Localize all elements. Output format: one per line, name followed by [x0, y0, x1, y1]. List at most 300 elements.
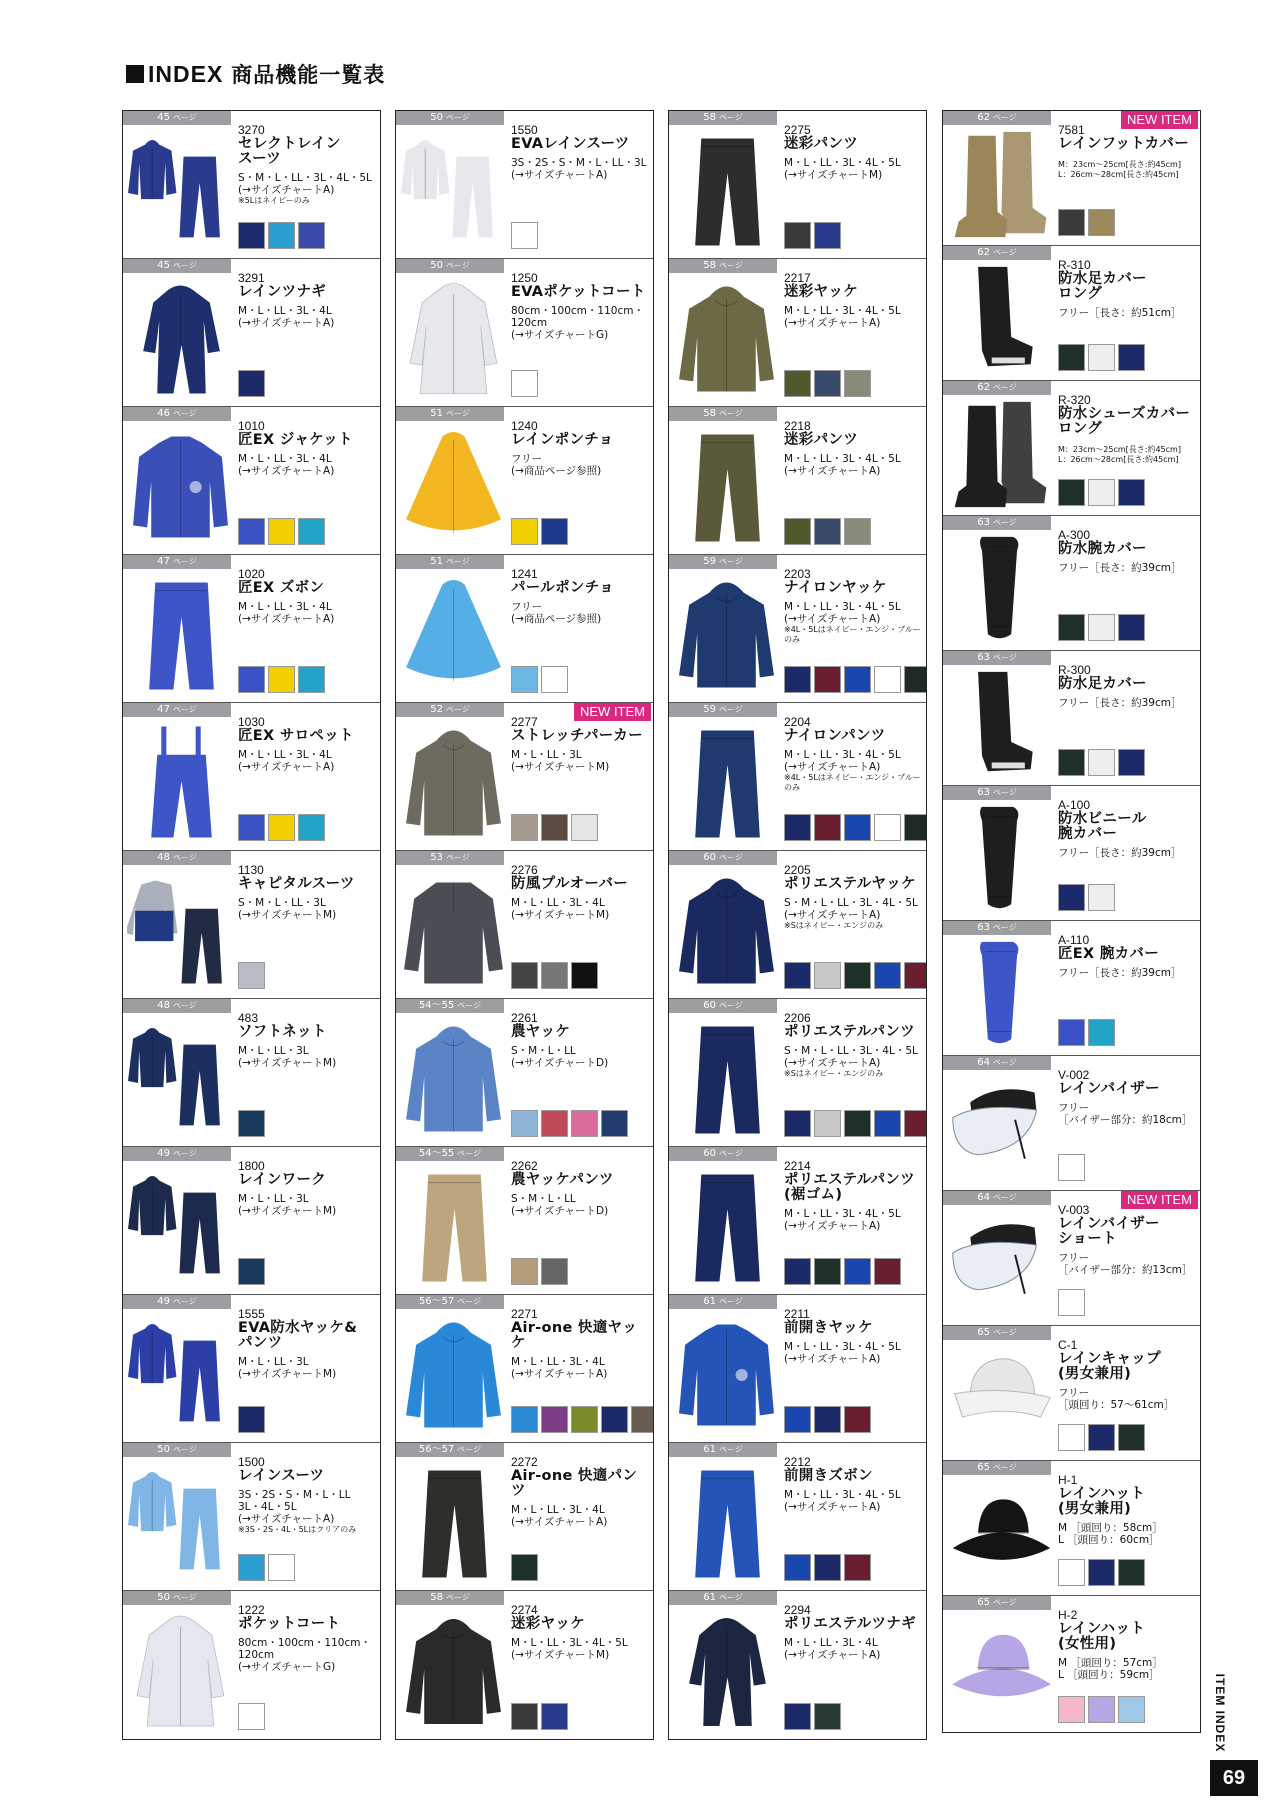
boot-cover-icon — [947, 398, 1054, 511]
page-ref-badge — [669, 1591, 777, 1605]
size-info: M・L・LL・3L・4L (→サイズチャートM) — [511, 897, 610, 921]
raincoat-suit-icon — [127, 128, 234, 254]
color-swatch — [511, 370, 538, 397]
product-card[interactable] — [123, 1591, 380, 1739]
page-ref: 56～57 — [418, 1444, 455, 1455]
raincoat-suit-icon — [127, 1460, 234, 1586]
page-ref-suffix: ページ — [992, 113, 1017, 122]
color-swatches — [784, 666, 926, 693]
arm-cover-icon — [947, 938, 1054, 1051]
product-card[interactable] — [943, 1461, 1200, 1596]
size-note: M：23cm～25cm[長さ:約45cm] L：26cm～28cm[長さ:約45cm] — [1058, 160, 1181, 179]
product-card[interactable] — [396, 1147, 653, 1295]
color-swatch — [1058, 1424, 1085, 1451]
size-info: M・L・LL・3L・4L・5L (→サイズチャートM) — [784, 157, 901, 181]
page-ref-badge — [396, 259, 504, 273]
pants-icon — [673, 1016, 780, 1142]
product-code: 2275 — [784, 123, 811, 137]
color-swatch — [844, 962, 871, 989]
page-ref-suffix: ページ — [457, 1297, 482, 1306]
size-info: M・L・LL・3L・4L (→サイズチャートA) — [511, 1504, 608, 1528]
parka-icon — [673, 572, 780, 698]
page-ref-suffix: ページ — [992, 383, 1017, 392]
color-swatch — [268, 666, 295, 693]
product-card[interactable] — [943, 1056, 1200, 1191]
page-ref-badge — [123, 1443, 231, 1457]
color-swatch — [1058, 1154, 1085, 1181]
page-ref: 60 — [703, 1000, 716, 1011]
product-code: V-003 — [1058, 1203, 1090, 1217]
size-info: M・L・LL・3L・4L (→サイズチャートA) — [238, 305, 335, 329]
size-info: フリー［長さ：約51cm］ — [1058, 307, 1182, 319]
page-ref-badge — [396, 1443, 504, 1457]
product-code: 1555 — [238, 1307, 265, 1321]
hat-icon — [947, 1613, 1054, 1728]
size-info: フリー ［バイザー部分：約18cm］ — [1058, 1102, 1193, 1126]
pullover-icon — [400, 868, 507, 994]
size-info: 3S・2S・S・M・L・LL・3L (→サイズチャートA) — [511, 157, 647, 181]
product-code: 3270 — [238, 123, 265, 137]
size-info: M・L・LL・3L・4L・5L (→サイズチャートA) — [784, 749, 901, 773]
product-code: 2203 — [784, 567, 811, 581]
color-swatch — [541, 814, 568, 841]
pants-icon — [673, 128, 780, 254]
color-swatches — [511, 222, 538, 249]
product-code: 2206 — [784, 1011, 811, 1025]
product-code: 2211 — [784, 1307, 810, 1321]
column-4 — [942, 110, 1201, 1733]
size-info: M・L・LL・3L・4L・5L (→サイズチャートA) — [784, 601, 901, 625]
color-swatch — [784, 370, 811, 397]
color-swatch — [511, 1703, 538, 1730]
product-name: ナイロンヤッケ — [784, 580, 887, 596]
page-ref-badge — [943, 651, 1051, 665]
size-info: フリー［長さ：約39cm］ — [1058, 847, 1182, 859]
page-ref-suffix: ページ — [172, 1297, 197, 1306]
color-swatch — [298, 518, 325, 545]
size-info: S・M・L・LL (→サイズチャートD) — [511, 1193, 609, 1217]
page-ref-suffix: ページ — [445, 261, 470, 270]
product-name: ポリエステルツナギ — [784, 1616, 916, 1632]
parka-icon — [400, 1016, 507, 1142]
product-code: 1030 — [238, 715, 265, 729]
color-swatch — [814, 1554, 841, 1581]
product-code: 7581 — [1058, 123, 1085, 137]
color-swatch — [541, 962, 568, 989]
product-name: 前開きズボン — [784, 1468, 873, 1484]
page-ref-suffix: ページ — [718, 557, 743, 566]
product-card[interactable] — [669, 1295, 926, 1443]
page-ref-badge — [943, 516, 1051, 530]
product-card[interactable] — [943, 381, 1200, 516]
product-card[interactable] — [943, 111, 1200, 246]
color-swatch — [601, 1406, 628, 1433]
product-name: レインハット (男女兼用) — [1058, 1486, 1146, 1517]
product-name: ポリエステルパンツ — [784, 1024, 915, 1040]
page-ref: 58 — [430, 1592, 443, 1603]
page-ref-suffix: ページ — [445, 409, 470, 418]
color-swatches — [1058, 1424, 1145, 1451]
color-swatch — [1058, 1289, 1085, 1316]
page-ref: 51 — [430, 408, 443, 419]
size-info: 3S・2S・S・M・L・LL 3L・4L・5L (→サイズチャートA) — [238, 1489, 351, 1525]
product-card[interactable] — [396, 1443, 653, 1591]
page-ref: 58 — [703, 408, 716, 419]
page-ref-suffix: ページ — [718, 409, 743, 418]
poncho-icon — [400, 424, 507, 550]
page-ref: 49 — [157, 1296, 170, 1307]
product-card[interactable] — [669, 555, 926, 703]
product-card[interactable] — [396, 1591, 653, 1739]
product-card[interactable] — [123, 1295, 380, 1443]
page-ref-badge — [396, 1147, 504, 1161]
two-tone-suit-icon — [127, 868, 234, 994]
color-swatch — [874, 1258, 901, 1285]
page-ref: 47 — [157, 556, 170, 567]
visor-icon — [947, 1073, 1054, 1186]
color-swatch — [268, 222, 295, 249]
size-info: M ［頭回り：58cm］ L ［頭回り：60cm］ — [1058, 1522, 1163, 1546]
color-swatch — [814, 814, 841, 841]
color-swatch — [784, 1703, 811, 1730]
size-info: S・M・L・LL・3L (→サイズチャートM) — [238, 897, 337, 921]
page-ref: 50 — [430, 260, 443, 271]
page-ref-badge — [943, 1326, 1051, 1340]
product-code: 1010 — [238, 419, 265, 433]
size-note: ※Sはネイビー・エンジのみ — [784, 1069, 884, 1078]
product-card[interactable] — [396, 703, 653, 851]
product-code: 1500 — [238, 1455, 265, 1469]
color-swatch — [571, 1406, 598, 1433]
page-ref-suffix: ページ — [992, 653, 1017, 662]
color-swatch — [511, 518, 538, 545]
color-swatch — [238, 222, 265, 249]
page-ref: 48 — [157, 852, 170, 863]
product-code: 1241 — [511, 567, 538, 581]
raincoat-icon — [400, 276, 507, 402]
color-swatches — [784, 1406, 871, 1433]
size-info: M・L・LL・3L・4L・5L (→サイズチャートM) — [511, 1637, 628, 1661]
product-card[interactable] — [943, 246, 1200, 381]
page-ref-suffix: ページ — [445, 853, 470, 862]
product-card[interactable] — [396, 851, 653, 999]
product-card[interactable] — [123, 703, 380, 851]
color-swatch — [1088, 344, 1115, 371]
product-code: R-310 — [1058, 258, 1091, 272]
color-swatch — [1058, 749, 1085, 776]
page-ref-suffix: ページ — [718, 705, 743, 714]
color-swatch — [784, 1554, 811, 1581]
page-ref-badge — [396, 1295, 504, 1309]
product-card[interactable] — [123, 111, 380, 259]
product-card[interactable] — [123, 1147, 380, 1295]
product-card[interactable] — [396, 1295, 653, 1443]
color-swatch — [1118, 1696, 1145, 1723]
page-ref-badge — [943, 1461, 1051, 1475]
color-swatch — [844, 1554, 871, 1581]
parka-icon — [400, 1312, 507, 1438]
color-swatch — [1058, 614, 1085, 641]
product-name: 防風プルオーバー — [511, 876, 629, 892]
color-swatch — [268, 518, 295, 545]
cap-icon — [947, 1343, 1054, 1456]
color-swatches — [511, 814, 598, 841]
new-item-badge: NEW ITEM — [574, 703, 651, 721]
overalls-icon — [127, 720, 234, 846]
page-ref: 50 — [157, 1444, 170, 1455]
product-name: ナイロンパンツ — [784, 728, 886, 744]
size-note: ※4L・5Lはネイビー・エンジ・ブルーのみ — [784, 625, 921, 644]
color-swatch — [904, 1110, 926, 1137]
size-info: M・L・LL・3L・4L (→サイズチャートA) — [238, 601, 335, 625]
product-name: 防水足カバー — [1058, 676, 1147, 692]
color-swatch — [541, 1110, 568, 1137]
product-name: ソフトネット — [238, 1024, 327, 1040]
product-card[interactable] — [669, 111, 926, 259]
color-swatches — [238, 814, 325, 841]
page-ref-badge — [123, 999, 231, 1013]
jacket-icon — [673, 1312, 780, 1438]
page-ref-badge — [669, 259, 777, 273]
page-ref: 45 — [157, 112, 170, 123]
pants-icon — [127, 572, 234, 698]
title-jp: 商品機能一覧表 — [231, 63, 386, 87]
size-info: M・L・LL・3L・4L (→サイズチャートA) — [238, 453, 335, 477]
color-swatch — [1058, 884, 1085, 911]
color-swatch — [511, 1554, 538, 1581]
product-name: レインハット (女性用) — [1058, 1621, 1146, 1652]
product-card[interactable] — [943, 786, 1200, 921]
size-info: S・M・L・LL (→サイズチャートD) — [511, 1045, 609, 1069]
color-swatch — [541, 518, 568, 545]
product-card[interactable] — [669, 1147, 926, 1295]
size-info: M・L・LL・3L・4L・5L (→サイズチャートA) — [784, 1341, 901, 1365]
product-card[interactable] — [943, 1326, 1200, 1461]
page-ref: 59 — [703, 704, 716, 715]
color-swatch — [511, 814, 538, 841]
page-ref-badge — [123, 407, 231, 421]
raincoat-icon — [127, 1608, 234, 1735]
page-ref: 46 — [157, 408, 170, 419]
raincoat-suit-icon — [127, 1312, 234, 1438]
product-card[interactable] — [669, 1591, 926, 1739]
color-swatch — [874, 962, 901, 989]
page-ref: 51 — [430, 556, 443, 567]
color-swatch — [1058, 209, 1085, 236]
product-code: 2217 — [784, 271, 811, 285]
color-swatch — [814, 222, 841, 249]
product-code: 3291 — [238, 271, 265, 285]
page-ref-suffix: ページ — [992, 1598, 1017, 1607]
page-ref: 64 — [977, 1057, 990, 1068]
page-ref: 62 — [977, 112, 990, 123]
page-ref-badge — [669, 999, 777, 1013]
size-info: M・L・LL・3L・4L・5L (→サイズチャートA) — [784, 305, 901, 329]
product-card[interactable] — [943, 651, 1200, 786]
color-swatch — [541, 1258, 568, 1285]
product-name: レインツナギ — [238, 284, 327, 300]
page-number: 69 — [1210, 1760, 1258, 1796]
page-ref-badge — [943, 1056, 1051, 1070]
product-card[interactable] — [943, 1596, 1200, 1732]
page-ref-suffix: ページ — [718, 853, 743, 862]
product-name: パールポンチョ — [511, 580, 614, 596]
page-ref-suffix: ページ — [718, 1297, 743, 1306]
color-swatch — [268, 814, 295, 841]
pants-icon — [673, 720, 780, 846]
product-card[interactable] — [123, 999, 380, 1147]
page-ref-badge — [943, 246, 1051, 260]
parka-icon — [673, 276, 780, 402]
product-card[interactable] — [123, 1443, 380, 1591]
color-swatch — [1058, 344, 1085, 371]
size-info: M・L・LL・3L・4L (→サイズチャートA) — [238, 749, 335, 773]
color-swatch — [511, 1110, 538, 1137]
product-card[interactable] — [669, 703, 926, 851]
product-code: A-110 — [1058, 933, 1090, 947]
color-swatch — [541, 1703, 568, 1730]
color-swatch — [1088, 1019, 1115, 1046]
side-tab-label: ITEM INDEX — [1213, 1673, 1227, 1753]
color-swatch — [238, 814, 265, 841]
leg-cover-icon — [947, 668, 1054, 781]
color-swatch — [844, 814, 871, 841]
page-ref: 61 — [703, 1592, 716, 1603]
page-ref-suffix: ページ — [718, 261, 743, 270]
product-card[interactable] — [396, 259, 653, 407]
color-swatch — [814, 666, 841, 693]
product-name: 迷彩パンツ — [784, 432, 858, 448]
page-ref-suffix: ページ — [992, 518, 1017, 527]
parka-icon — [400, 1608, 507, 1735]
page-ref-suffix: ページ — [172, 1593, 197, 1602]
page-ref-suffix: ページ — [445, 113, 470, 122]
product-card[interactable] — [123, 851, 380, 999]
product-name: 匠EX ジャケット — [238, 432, 353, 448]
page-ref-suffix: ページ — [992, 1058, 1017, 1067]
product-code: 2205 — [784, 863, 811, 877]
product-name: ポリエステルヤッケ — [784, 876, 916, 892]
product-code: 2204 — [784, 715, 811, 729]
product-name: レインワーク — [238, 1172, 327, 1188]
color-swatch — [511, 666, 538, 693]
product-card[interactable] — [123, 555, 380, 703]
product-name: 迷彩パンツ — [784, 136, 858, 152]
page-ref-badge — [396, 703, 504, 717]
column-3 — [668, 110, 927, 1740]
new-item-badge: NEW ITEM — [1121, 1191, 1198, 1209]
color-swatch — [1058, 1019, 1085, 1046]
product-card[interactable] — [669, 851, 926, 999]
color-swatch — [1118, 749, 1145, 776]
page-ref-suffix: ページ — [172, 1001, 197, 1010]
product-name: キャピタルスーツ — [238, 876, 355, 892]
color-swatch — [1058, 479, 1085, 506]
color-swatch — [874, 666, 901, 693]
color-swatch — [1058, 1696, 1085, 1723]
color-swatch — [844, 518, 871, 545]
page-ref-badge — [669, 1147, 777, 1161]
color-swatch — [844, 1258, 871, 1285]
page-ref-suffix: ページ — [718, 113, 743, 122]
page-ref-suffix: ページ — [172, 409, 197, 418]
color-swatch — [814, 1406, 841, 1433]
product-code: 2212 — [784, 1455, 811, 1469]
page-ref-suffix: ページ — [445, 705, 470, 714]
color-swatches — [511, 962, 598, 989]
product-card[interactable] — [396, 111, 653, 259]
size-info: M ［頭回り：57cm］ L ［頭回り：59cm］ — [1058, 1657, 1163, 1681]
product-card[interactable] — [669, 259, 926, 407]
size-info: M・L・LL・3L (→サイズチャートM) — [238, 1045, 337, 1069]
product-card[interactable] — [943, 921, 1200, 1056]
color-swatch — [814, 518, 841, 545]
color-swatch — [784, 814, 811, 841]
page-ref: 60 — [703, 1148, 716, 1159]
color-swatch — [784, 1110, 811, 1137]
product-card[interactable] — [396, 407, 653, 555]
size-info: M・L・LL・3L (→サイズチャートM) — [511, 749, 610, 773]
color-swatch — [784, 1406, 811, 1433]
pants-icon — [400, 1164, 507, 1290]
product-card[interactable] — [669, 407, 926, 555]
product-card[interactable] — [396, 999, 653, 1147]
product-card[interactable] — [669, 999, 926, 1147]
product-card[interactable] — [123, 407, 380, 555]
product-name: ストレッチパーカー — [511, 728, 643, 744]
page-ref: 63 — [977, 652, 990, 663]
page-ref-badge — [669, 703, 777, 717]
product-card[interactable] — [669, 1443, 926, 1591]
page-ref-suffix: ページ — [992, 1463, 1017, 1472]
product-code: 1130 — [238, 863, 264, 877]
color-swatch — [814, 370, 841, 397]
page-ref: 65 — [977, 1327, 990, 1338]
product-card[interactable] — [123, 259, 380, 407]
color-swatch — [238, 518, 265, 545]
color-swatches — [784, 1258, 901, 1285]
product-name: レインバイザー — [1058, 1081, 1160, 1097]
product-card[interactable] — [943, 1191, 1200, 1326]
color-swatches — [1058, 1559, 1145, 1586]
color-swatch — [541, 666, 568, 693]
page-ref: 52 — [430, 704, 443, 715]
color-swatch — [844, 1110, 871, 1137]
page-ref-badge — [943, 381, 1051, 395]
color-swatch — [238, 1554, 265, 1581]
color-swatch — [571, 1110, 598, 1137]
product-code: R-320 — [1058, 393, 1091, 407]
size-info: フリー［長さ：約39cm］ — [1058, 562, 1182, 574]
color-swatch — [1118, 479, 1145, 506]
color-swatches — [511, 1258, 568, 1285]
product-code: 2294 — [784, 1603, 811, 1617]
color-swatches — [784, 1110, 926, 1137]
color-swatch — [874, 814, 901, 841]
page-ref-badge — [123, 111, 231, 125]
color-swatches — [238, 1703, 265, 1730]
color-swatch — [814, 962, 841, 989]
size-info: フリー ［頭回り：57～61cm］ — [1058, 1387, 1175, 1411]
jacket-icon — [127, 424, 234, 550]
color-swatch — [1088, 614, 1115, 641]
page-ref: 61 — [703, 1444, 716, 1455]
raincoat-suit-icon — [127, 1016, 234, 1142]
page-ref-suffix: ページ — [992, 1193, 1017, 1202]
color-swatch — [844, 1406, 871, 1433]
product-card[interactable] — [943, 516, 1200, 651]
product-card[interactable] — [396, 555, 653, 703]
